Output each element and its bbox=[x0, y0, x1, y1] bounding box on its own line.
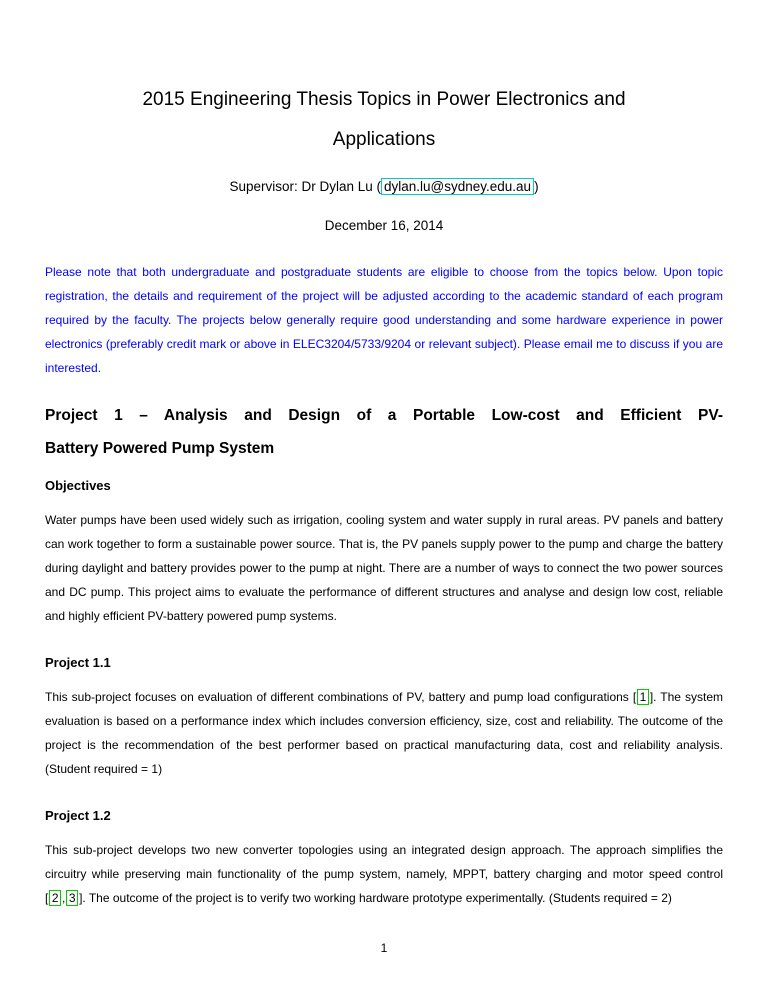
citation-link-1[interactable]: 1 bbox=[637, 689, 649, 705]
project-1-heading bbox=[45, 399, 723, 465]
citation-link-2[interactable]: 2 bbox=[49, 890, 61, 906]
date-line: December 16, 2014 bbox=[324, 218, 444, 233]
project-1-2-heading: Project 1.2 bbox=[45, 808, 111, 823]
document-title bbox=[45, 80, 723, 160]
citation-link-3[interactable]: 3 bbox=[66, 890, 78, 906]
supervisor-line: Supervisor: Dr Dylan Lu ( dylan.lu@sydney.edu.au ) bbox=[229, 179, 539, 194]
notice-paragraph: Please note that both undergraduate and postgraduate students are eligible to choose from the topics below. Upon topic registration, the details and requirement of the project will be adjusted according to the academic standard of each program required by the faculty. The projects below generally require good understanding and some hardware experience in power electronics (preferably credit mark or above in ELEC3204/5733/9204 or relevant subject). Please email me to discuss if you are interested. bbox=[45, 265, 723, 375]
project-1-heading-line-1: Project 1 – Analysis and Design of a Portable Low-cost and Efficient PV- bbox=[45, 407, 723, 424]
objectives-paragraph: Water pumps have been used widely such as irrigation, cooling system and water supply in rural areas. PV panels and battery can work together to form a sustainable power source. That is, the PV panels supply power to the pump and charge the battery during daylight and battery provides power to the pump at night. There are a number of ways to connect the two power sources and DC pump. This project aims to evaluate the performance of different structures and analyse and design low cost, reliable and highly efficient PV-battery powered pump systems. bbox=[45, 513, 723, 623]
project-1-1-heading: Project 1.1 bbox=[45, 655, 111, 670]
email-link[interactable]: dylan.lu@sydney.edu.au bbox=[381, 178, 534, 195]
page-number: 1 bbox=[380, 941, 388, 955]
project-1-heading-line-2: Battery Powered Pump System bbox=[45, 440, 275, 457]
project-1-1-paragraph: This sub-project focuses on evaluation of different combinations of PV, battery and pump load configurations [ 1 ]. The system evaluation is based on a performance index which includes conversion efficiency, size, cost and reliability. The outcome of the project is the recommendation of the best performer based on practical manufacturing data, cost and reliability analysis. (Student required = 1) bbox=[45, 690, 723, 776]
title-line-1: 2015 Engineering Thesis Topics in Power Electronics and bbox=[142, 89, 626, 110]
objectives-heading: Objectives bbox=[45, 478, 111, 493]
title-line-2: Applications bbox=[332, 129, 436, 150]
project-1-2-paragraph: This sub-project develops two new converter topologies using an integrated design approach. The approach simplifies the circuitry while preserving main functionality of the pump system, namely, MPPT, battery charging and motor speed control [ 2 , 3 ]. The outcome of the project is to verify two working hardware prototype experimentally. (Students required = 2) bbox=[45, 843, 723, 905]
